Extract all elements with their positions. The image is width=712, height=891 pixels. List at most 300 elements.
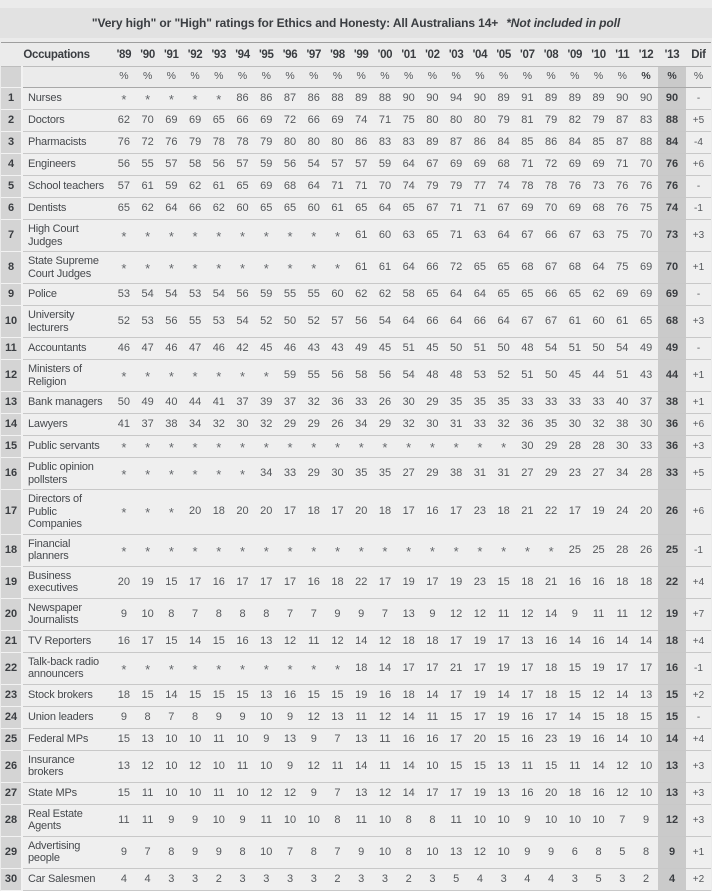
not-polled-star: * [382,440,388,455]
value-cell: 15 [207,684,231,706]
value-cell: 17 [444,728,468,750]
value-cell: 27 [587,458,611,490]
value-cell: 64 [444,306,468,338]
value-cell: 15 [207,630,231,652]
value-cell: 37 [278,392,302,414]
value-cell: 33 [563,392,587,414]
value-cell: 16 [516,728,540,750]
value-cell: 18 [539,652,563,684]
value-cell [159,88,183,110]
value-cell: 15 [492,728,516,750]
value-cell: 8 [159,836,183,868]
value-cell: 57 [112,176,136,198]
dif-cell: - [686,284,711,306]
value-cell: 15 [302,684,326,706]
value-cell [302,252,326,284]
value-cell-2013: 44 [658,360,686,392]
value-cell: 17 [634,652,658,684]
table-row [1,684,711,706]
value-cell: 11 [444,804,468,836]
value-cell: 10 [492,804,516,836]
percent-cell: % [587,67,611,88]
year-header: '09 [563,43,587,67]
rank-cell: 6 [1,198,22,220]
rank-cell: 14 [1,414,22,436]
value-cell: 16 [397,728,421,750]
value-cell: 53 [468,360,492,392]
rank-cell: 16 [1,458,22,490]
value-cell: 10 [587,804,611,836]
value-cell: 71 [610,154,634,176]
value-cell [207,534,231,566]
value-cell: 10 [231,782,255,804]
value-cell: 59 [373,154,397,176]
value-cell: 9 [349,836,373,868]
value-cell: 61 [349,252,373,284]
value-cell: 18 [610,566,634,598]
value-cell: 66 [468,306,492,338]
value-cell [468,436,492,458]
value-cell: 30 [563,414,587,436]
value-cell: 15 [136,684,160,706]
year-header-row [1,43,711,67]
value-cell: 19 [468,630,492,652]
value-cell: 11 [587,598,611,630]
value-cell: 85 [587,132,611,154]
value-cell: 72 [444,252,468,284]
value-cell: 79 [183,132,207,154]
value-cell: 15 [492,566,516,598]
value-cell: 27 [397,458,421,490]
value-cell: 78 [516,176,540,198]
not-polled-star: * [121,369,127,384]
value-cell: 13 [254,684,278,706]
not-polled-star: * [358,440,364,455]
dif-cell: +3 [686,804,711,836]
value-cell [373,436,397,458]
value-cell-2013: 36 [658,436,686,458]
table-row [1,88,711,110]
value-cell: 9 [516,804,540,836]
value-cell: 69 [254,176,278,198]
value-cell: 32 [254,414,278,436]
value-cell-2013: 88 [658,110,686,132]
value-cell: 62 [183,176,207,198]
value-cell: 10 [539,804,563,836]
dif-cell: +3 [686,220,711,252]
not-polled-star: * [501,440,507,455]
value-cell: 17 [516,652,540,684]
value-cell: 10 [183,782,207,804]
value-cell: 64 [302,176,326,198]
not-polled-star: * [453,440,459,455]
value-cell: 18 [610,706,634,728]
percent-cell: % [349,67,373,88]
value-cell: 10 [207,804,231,836]
value-cell: 10 [373,836,397,868]
value-cell [183,436,207,458]
not-polled-star: * [168,505,174,521]
percent-cell: % [516,67,540,88]
percent-cell: % [563,67,587,88]
value-cell: 17 [136,630,160,652]
value-cell: 8 [231,598,255,630]
value-cell [136,490,160,535]
value-cell: 52 [302,306,326,338]
value-cell: 54 [302,154,326,176]
value-cell: 9 [112,706,136,728]
value-cell: 64 [587,252,611,284]
value-cell: 11 [421,706,445,728]
value-cell [112,458,136,490]
value-cell: 55 [302,284,326,306]
dif-cell: -1 [686,652,711,684]
value-cell: 20 [112,566,136,598]
value-cell: 57 [231,154,255,176]
value-cell: 54 [373,306,397,338]
value-cell: 15 [183,684,207,706]
value-cell: 54 [159,284,183,306]
value-cell: 39 [254,392,278,414]
not-polled-star: * [121,92,127,107]
value-cell: 62 [349,284,373,306]
value-cell: 38 [159,414,183,436]
value-cell: 70 [373,176,397,198]
value-cell: 21 [539,566,563,598]
year-header: '99 [349,43,373,67]
value-cell: 9 [563,598,587,630]
value-cell: 19 [587,490,611,535]
percent-cell: % [231,67,255,88]
value-cell: 69 [183,110,207,132]
value-cell: 30 [231,414,255,436]
value-cell: 26 [373,392,397,414]
value-cell: 55 [302,360,326,392]
rank-cell: 18 [1,534,22,566]
value-cell [159,436,183,458]
table-title [0,8,712,38]
value-cell: 38 [444,458,468,490]
value-cell: 20 [349,490,373,535]
value-cell: 8 [634,836,658,868]
percent-row [1,67,711,88]
table-row [1,176,711,198]
occupation-name: Accountants [22,338,112,360]
value-cell: 45 [421,338,445,360]
value-cell: 69 [159,110,183,132]
value-cell: 30 [634,414,658,436]
value-cell: 11 [207,782,231,804]
value-cell: 12 [254,782,278,804]
value-cell: 12 [468,836,492,868]
value-cell: 62 [587,284,611,306]
year-header: '90 [136,43,160,67]
value-cell: 8 [231,836,255,868]
rank-cell: 24 [1,706,22,728]
not-polled-star: * [501,543,507,559]
value-cell: 88 [326,88,350,110]
percent-cell: % [254,67,278,88]
value-cell: 10 [159,728,183,750]
value-cell: 62 [112,110,136,132]
value-cell: 46 [112,338,136,360]
year-header: '03 [444,43,468,67]
value-cell: 26 [326,414,350,436]
value-cell: 56 [278,154,302,176]
value-cell: 89 [587,88,611,110]
value-cell: 61 [563,306,587,338]
value-cell: 14 [634,630,658,652]
value-cell: 35 [539,414,563,436]
value-cell: 79 [492,110,516,132]
year-header: '95 [254,43,278,67]
not-polled-star: * [192,369,198,384]
value-cell: 83 [373,132,397,154]
value-cell: 57 [349,154,373,176]
value-cell: 71 [373,110,397,132]
value-cell: 64 [397,306,421,338]
value-cell: 20 [254,490,278,535]
value-cell: 30 [397,392,421,414]
value-cell: 7 [136,836,160,868]
value-cell: 72 [136,132,160,154]
value-cell [136,252,160,284]
year-header: '11 [610,43,634,67]
value-cell: 15 [444,750,468,782]
value-cell: 65 [516,284,540,306]
value-cell [136,88,160,110]
value-cell: 10 [302,804,326,836]
value-cell: 29 [302,414,326,436]
value-cell: 59 [254,284,278,306]
occupation-name: Advertising people [22,836,112,868]
value-cell: 33 [634,436,658,458]
value-cell: 2 [634,868,658,890]
value-cell: 29 [302,458,326,490]
value-cell [112,490,136,535]
value-cell: 17 [563,490,587,535]
value-cell: 86 [468,132,492,154]
value-cell [159,360,183,392]
value-cell: 11 [136,782,160,804]
value-cell [112,652,136,684]
value-cell: 42 [231,338,255,360]
not-polled-star: * [240,467,246,482]
value-cell: 41 [207,392,231,414]
table-row [1,706,711,728]
value-cell [397,436,421,458]
table-row [1,836,711,868]
value-cell: 16 [516,782,540,804]
value-cell [159,534,183,566]
value-cell-2013: 13 [658,782,686,804]
not-polled-star: * [263,440,269,455]
dif-cell: -1 [686,534,711,566]
value-cell: 89 [421,132,445,154]
value-cell: 9 [326,598,350,630]
value-cell: 13 [254,630,278,652]
not-polled-star: * [311,229,317,244]
not-polled-star: * [429,440,435,455]
not-polled-star: * [311,261,317,276]
value-cell: 60 [302,198,326,220]
value-cell: 70 [136,110,160,132]
value-cell: 66 [539,284,563,306]
value-cell: 65 [492,284,516,306]
value-cell: 18 [302,490,326,535]
value-cell: 33 [468,414,492,436]
dif-cell: +4 [686,566,711,598]
value-cell: 69 [610,284,634,306]
not-polled-star: * [168,261,174,276]
value-cell: 9 [159,804,183,836]
table-row [1,198,711,220]
value-cell: 65 [278,198,302,220]
value-cell: 3 [231,868,255,890]
value-cell: 53 [207,306,231,338]
value-cell: 83 [634,110,658,132]
value-cell-2013: 13 [658,750,686,782]
value-cell: 60 [587,306,611,338]
value-cell: 17 [397,652,421,684]
percent-cell: % [278,67,302,88]
occupation-name: State Supreme Court Judges [22,252,112,284]
value-cell: 10 [634,750,658,782]
value-cell: 18 [397,630,421,652]
value-cell [278,652,302,684]
value-cell: 12 [516,598,540,630]
percent-cell: % [658,67,686,88]
occupations-header: Occupations [1,43,112,67]
rank-cell: 8 [1,252,22,284]
not-polled-star: * [145,229,151,244]
value-cell: 68 [587,198,611,220]
value-cell [516,534,540,566]
rank-cell: 10 [1,306,22,338]
table-row [1,868,711,890]
dif-cell: +3 [686,750,711,782]
value-cell: 80 [278,132,302,154]
percent-cell: % [183,67,207,88]
value-cell: 75 [634,198,658,220]
value-cell [183,88,207,110]
value-cell [112,252,136,284]
value-cell: 50 [444,338,468,360]
value-cell: 9 [231,804,255,836]
rank-cell: 4 [1,154,22,176]
value-cell [112,360,136,392]
percent-cell: % [397,67,421,88]
rank-cell: 13 [1,392,22,414]
value-cell: 15 [231,684,255,706]
value-cell: 71 [468,198,492,220]
value-cell: 65 [207,110,231,132]
value-cell-2013: 84 [658,132,686,154]
value-cell: 53 [112,284,136,306]
year-header: '04 [468,43,492,67]
value-cell: 30 [516,436,540,458]
value-cell: 76 [610,176,634,198]
value-cell: 25 [587,534,611,566]
value-cell: 29 [539,458,563,490]
value-cell: 22 [539,490,563,535]
value-cell: 33 [539,392,563,414]
value-cell: 10 [563,804,587,836]
value-cell: 74 [492,176,516,198]
value-cell: 55 [278,284,302,306]
value-cell: 12 [610,782,634,804]
value-cell: 80 [302,132,326,154]
value-cell [183,652,207,684]
value-cell: 80 [444,110,468,132]
value-cell [159,252,183,284]
value-cell: 69 [326,110,350,132]
value-cell: 38 [610,414,634,436]
value-cell: 28 [587,436,611,458]
value-cell: 87 [610,132,634,154]
value-cell: 9 [112,836,136,868]
rank-cell: 28 [1,804,22,836]
not-polled-star: * [168,92,174,107]
rank-cell: 21 [1,630,22,652]
not-polled-star: * [216,261,222,276]
value-cell: 14 [563,706,587,728]
value-cell: 21 [444,652,468,684]
value-cell: 6 [563,836,587,868]
value-cell [136,436,160,458]
value-cell: 77 [468,176,492,198]
not-polled-star: * [145,440,151,455]
value-cell: 8 [421,804,445,836]
value-cell: 69 [634,284,658,306]
value-cell [254,220,278,252]
not-polled-star: * [216,92,222,107]
value-cell: 13 [397,598,421,630]
value-cell: 43 [634,360,658,392]
value-cell: 65 [254,198,278,220]
value-cell: 86 [302,88,326,110]
value-cell: 9 [112,598,136,630]
year-header: '89 [112,43,136,67]
value-cell: 31 [468,458,492,490]
not-polled-star: * [216,229,222,244]
value-cell: 65 [492,252,516,284]
value-cell: 17 [610,652,634,684]
value-cell: 49 [136,392,160,414]
value-cell: 71 [349,176,373,198]
value-cell: 29 [278,414,302,436]
value-cell: 11 [373,728,397,750]
percent-cell: % [159,67,183,88]
not-polled-star: * [216,369,222,384]
value-cell: 17 [278,566,302,598]
value-cell: 3 [349,868,373,890]
year-header: '08 [539,43,563,67]
value-cell: 79 [421,176,445,198]
not-polled-star: * [287,543,293,559]
value-cell: 69 [563,154,587,176]
value-cell: 19 [136,566,160,598]
value-cell: 34 [254,458,278,490]
value-cell: 16 [302,566,326,598]
value-cell: 18 [207,490,231,535]
value-cell [349,436,373,458]
not-polled-star: * [334,261,341,276]
value-cell [302,220,326,252]
value-cell [159,458,183,490]
value-cell: 16 [373,684,397,706]
value-cell: 62 [373,284,397,306]
